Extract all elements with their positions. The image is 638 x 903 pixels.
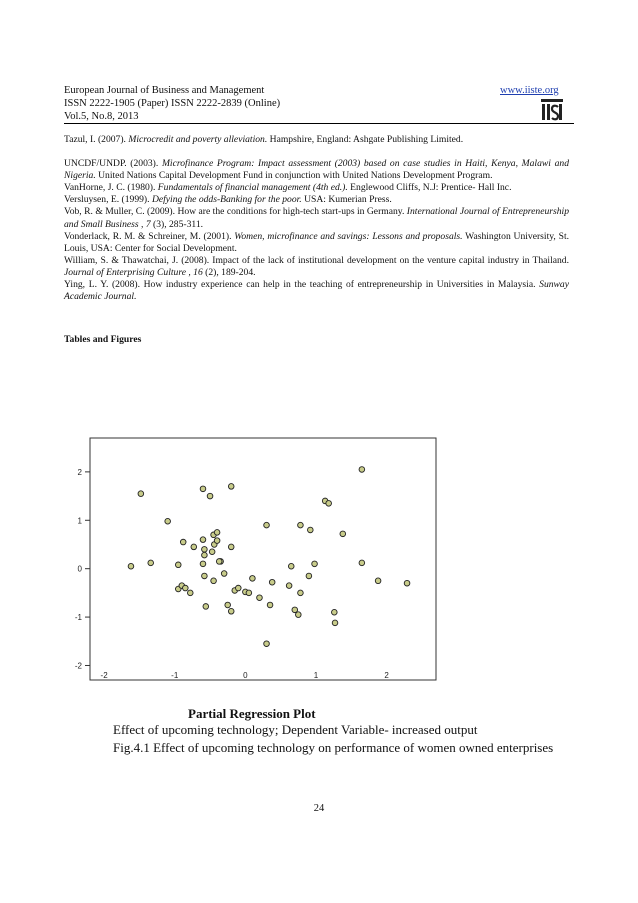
data-point [200,537,206,543]
x-tick-label: -1 [171,671,179,680]
data-point [200,561,206,567]
data-point [306,573,312,579]
data-points [128,467,410,647]
y-tick-label: 1 [77,516,82,526]
data-point [228,544,234,550]
partial-regression-plot [60,436,440,682]
reference-item: Versluysen, E. (1999). Defying the odds-Banking for the poor. USA: Kumerian Press. [64,194,392,206]
journal-volume: Vol.5, No.8, 2013 [64,111,139,122]
data-point [312,561,318,567]
data-point [288,563,294,569]
data-point [298,522,304,528]
references-list [64,134,569,303]
data-point [332,609,338,615]
data-point [165,518,171,524]
data-point [298,590,304,596]
data-point [375,578,381,584]
data-point [264,522,270,528]
plot-frame [90,438,436,680]
data-point [332,620,338,626]
x-tick-label: 1 [313,671,319,680]
data-point [148,560,154,566]
data-point [183,585,189,591]
data-point [211,578,217,584]
journal-title: European Journal of Business and Management [64,85,265,96]
data-point [202,552,208,558]
data-point [264,641,270,647]
iiste-logo [540,98,564,122]
data-point [228,484,234,490]
data-point [209,549,215,555]
x-tick-label: -2 [100,671,108,680]
data-point [296,612,302,618]
x-axis [101,671,390,680]
x-tick-label: 2 [384,671,389,680]
data-point [214,530,220,536]
data-point [326,501,332,507]
data-point [340,531,346,537]
website-link[interactable]: www.iiste.org [500,85,559,96]
data-point [216,559,222,565]
reference-item: UNCDF/UNDP. (2003). Microfinance Program: Impact assessment (2003) based on case studies in Haiti, Kenya, Malawi and Nigeria. United Nations Capital Development Fund in conjunction with United Nations Development Program. [64,158,569,182]
data-point [207,493,213,499]
reference-item: Vob, R. & Muller, C. (2009). How are the conditions for high-tech start-ups in Germany. International Journal of Entrepreneurship and Small Business , 7 (3), 285-311. [64,206,570,230]
data-point [228,608,234,614]
y-tick-label: 2 [77,467,82,477]
figure-subtitle: Effect of upcoming technology; Dependent Variable- increased output [113,722,478,737]
data-point [359,467,365,473]
y-tick-label: -2 [74,661,82,671]
data-point [203,604,209,610]
x-tick-label: 0 [243,671,248,680]
figure-title: Partial Regression Plot [188,706,316,721]
data-point [191,544,197,550]
page-number: 24 [313,803,325,814]
data-point [286,583,292,589]
data-point [292,607,298,613]
reference-item: Vonderlack, R. M. & Schreiner, M. (2001). Women, microfinance and savings: Lessons and proposals. Washington University, St. Louis, USA: Center for Social Development. [64,230,570,254]
data-point [128,563,134,569]
data-point [202,547,208,553]
y-axis [75,468,90,671]
data-point [221,571,227,577]
data-point [267,602,273,608]
y-tick-label: -1 [74,613,82,623]
reference-item: William, S. & Thawatchai, J. (2008). Impact of the lack of institutional development on the venture capital industry in Thailand. Journal of Enterprising Culture , 16 (2), 189-204. [64,254,569,278]
data-point [225,602,231,608]
data-point [269,579,275,585]
data-point [257,595,263,601]
data-point [246,590,252,596]
y-tick-label: 0 [77,564,82,574]
data-point [404,580,410,586]
data-point [187,590,193,596]
header-rule [64,123,574,124]
data-point [308,527,314,533]
section-title: Tables and Figures [64,334,142,345]
data-point [250,576,256,582]
data-point [214,538,220,544]
data-point [202,573,208,579]
reference-item: VanHorne, J. C. (1980). Fundamentals of financial management (4th ed.). Englewood Cliffs, N.J: Prentice- Hall Inc. [64,182,512,194]
data-point [200,486,206,492]
journal-issn: ISSN 2222-1905 (Paper) ISSN 2222-2839 (Online) [64,98,281,109]
data-point [359,560,365,566]
reference-item: Ying, L. Y. (2008). How industry experience can help in the teaching of entrepreneurship in Universities in Malaysia. Sunway Academic Journal. [64,279,569,303]
data-point [138,491,144,497]
data-point [180,539,186,545]
data-point [235,585,241,591]
data-point [175,562,181,568]
reference-item: Tazul, I. (2007). Microcredit and poverty alleviation. Hampshire, England: Ashgate Publishing Limited. [64,134,464,145]
figure-caption: Fig.4.1 Effect of upcoming technology on performance of women owned enterprises [113,740,554,755]
